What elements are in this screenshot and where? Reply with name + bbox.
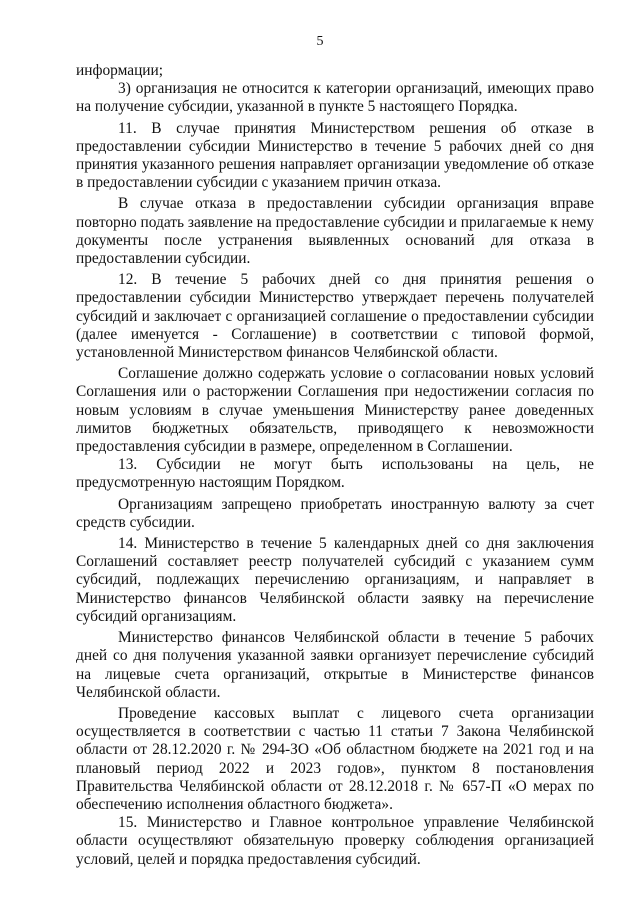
document-body — [76, 62, 594, 869]
paragraph-clause-15: 15. Министерство и Главное контрольное управление Челябинской области осуществляют обязательную проверку соблюдения организацией условий, целей и порядка предоставления субсидий. — [76, 814, 594, 868]
page-number: 5 — [316, 34, 324, 49]
paragraph-continuation: информации; — [76, 62, 164, 79]
paragraph-refusal-resubmission: В случае отказа в предоставлении субсидии организация вправе повторно подать заявление на предоставление субсидии и прилагаемые к нему документы после устранения выявленных оснований для отказа в предоставлении субсидии. — [76, 195, 594, 268]
paragraph-clause-14: 14. Министерство в течение 5 календарных дней со дня заключения Соглашений составляет реестр получателей субсидий с указанием сумм субсидий, подлежащих перечислению организациям, и направляет в Министерство финансов Челябинской области заявку на перечисление субсидий организациям. — [76, 535, 594, 625]
paragraph-finance-transfer: Министерство финансов Челябинской области в течение 5 рабочих дней со дня получения указанной заявки организует перечисление субсидий на лицевые счета организаций, открытые в Министерстве финансов Челябинской области. — [76, 629, 594, 701]
paragraph-currency-prohibition: Организациям запрещено приобретать иностранную валюту за счет средств субсидии. — [76, 495, 594, 531]
paragraph-item-3: 3) организация не относится к категории организаций, имеющих право на получение субсидии, указанной в пункте 5 настоящего Порядка. — [76, 80, 594, 116]
paragraph-clause-11: 11. В случае принятия Министерством решения об отказе в предоставлении субсидии Министерство в течение 5 рабочих дней со дня принятия указанного решения направляет организации уведомление об отказе в предоставлении субсидии с указанием причин отказа. — [76, 119, 594, 192]
paragraph-agreement-conditions: Соглашение должно содержать условие о согласовании новых условий Соглашения или о расторжении Соглашения при недостижении согласия по новым условиям в случае уменьшения Министерству ранее доведенных лимитов бюджетных обязательств, приводящего к невозможности предоставления субсидии в размере, определенном в Соглашении. — [76, 365, 594, 456]
paragraph-clause-13: 13. Субсидии не могут быть использованы на цель, не предусмотренную настоящим Порядком. — [76, 456, 594, 492]
paragraph-cash-payments: Проведение кассовых выплат с лицевого счета организации осуществляется в соответствии с частью 11 статьи 7 Закона Челябинской области от 28.12.2020 г. № 294-ЗО «Об областном бюджете на 2021 год и на плановый период 2022 и 2023 годов», пунктом 8 постановления Правительства Челябинской области от 28.12.2018 г. № 657-П «О мерах по обеспечению исполнения областного бюджета». — [76, 704, 594, 813]
paragraph-clause-12: 12. В течение 5 рабочих дней со дня принятия решения о предоставлении субсидии Министерство утверждает перечень получателей субсидий и заключает с организацией соглашение о предоставлении субсидии (далее именуется - Соглашение) в соответствии с типовой формой, установленной Министерством финансов Челябинской области. — [76, 271, 594, 362]
